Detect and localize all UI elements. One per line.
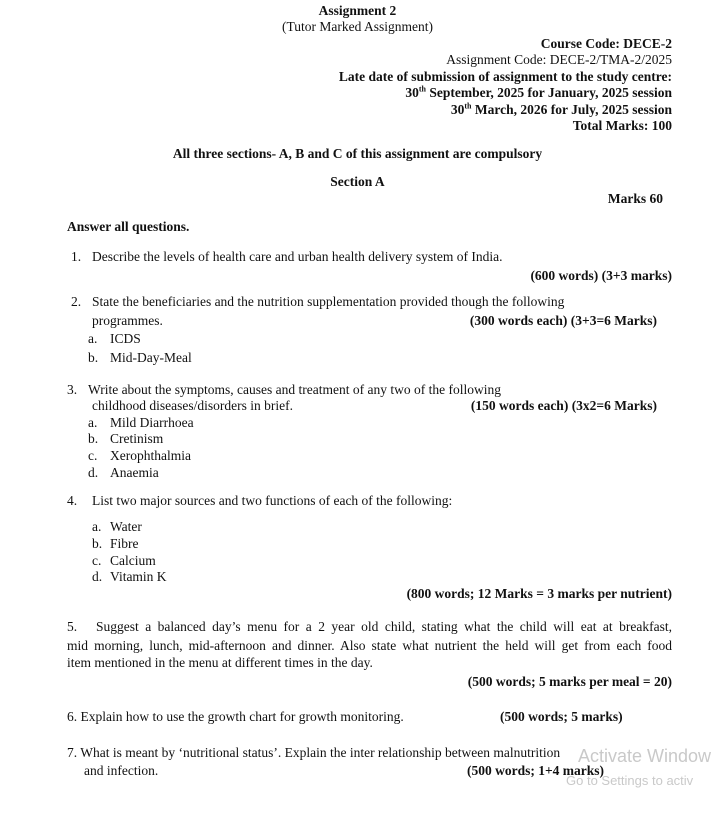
compulsory-instruction: All three sections- A, B and C of this assignment are compulsory: [172, 146, 543, 161]
question-5-text-line1: Suggest a balanced day’s menu for a 2 year old child, stating what the child will eat at breakfast,: [96, 619, 672, 634]
question-5-number: 5.: [67, 619, 78, 634]
question-4-number: 4.: [67, 493, 78, 508]
question-2-text-line1: State the beneficiaries and the nutrition supplementation provided though the following: [92, 294, 565, 309]
section-marks: Marks 60: [607, 191, 663, 206]
question-2-number: 2.: [71, 294, 82, 309]
question-4-marks: (800 words; 12 Marks = 3 marks per nutrient): [406, 586, 672, 601]
question-4-text: List two major sources and two functions of each of the following:: [92, 493, 453, 508]
question-2-text-line2: programmes.: [92, 313, 163, 328]
assignment-title: Assignment 2: [318, 3, 397, 18]
submission-date-january: 30th September, 2025 for January, 2025 session: [405, 84, 672, 100]
question-3-text-line2: childhood diseases/disorders in brief.: [92, 398, 293, 413]
question-3-option-b: b. Cretinism: [88, 431, 164, 446]
question-4-option-d: d. Vitamin K: [92, 569, 167, 584]
activate-windows-watermark: Activate Window: [578, 746, 712, 766]
question-7-marks: (500 words; 1+4 marks): [467, 763, 605, 778]
question-3-option-c: c. Xerophthalmia: [88, 448, 191, 463]
question-7-text-line2: and infection.: [84, 763, 159, 778]
question-5-text-line2: mid morning, lunch, mid-afternoon and dinner. Also state what nutrient the held will get from each food: [67, 638, 672, 653]
question-3-marks: (150 words each) (3x2=6 Marks): [470, 398, 657, 413]
assignment-code: Assignment Code: DECE-2/TMA-2/2025: [446, 52, 672, 67]
question-3-number: 3.: [67, 382, 78, 397]
question-7-text-line1: 7. What is meant by ‘nutritional status’. Explain the inter relationship between malnutrition: [67, 745, 561, 760]
question-3-text-line1: Write about the symptoms, causes and treatment of any two of the following: [88, 382, 501, 397]
question-6-marks: (500 words; 5 marks): [500, 709, 623, 724]
question-4-option-a: a. Water: [92, 519, 142, 534]
question-3-option-a: a. Mild Diarrhoea: [88, 415, 194, 430]
question-1-marks: (600 words) (3+3 marks): [530, 268, 672, 283]
question-5-marks: (500 words; 5 marks per meal = 20): [467, 674, 672, 689]
question-2-option-b: b. Mid-Day-Meal: [88, 350, 192, 365]
course-code: Course Code: DECE-2: [540, 36, 672, 51]
question-3-option-d: d. Anaemia: [88, 465, 159, 480]
question-2-option-a: a. ICDS: [88, 331, 141, 346]
submission-date-july: 30th March, 2026 for July, 2025 session: [450, 101, 672, 117]
question-4-option-c: c. Calcium: [92, 553, 156, 568]
late-date-label: Late date of submission of assignment to the study centre:: [338, 69, 672, 84]
question-2-marks: (300 words each) (3+3=6 Marks): [469, 313, 657, 328]
question-4-option-b: b. Fibre: [92, 536, 139, 551]
question-1-number: 1.: [71, 249, 82, 264]
activate-windows-hint: Go to Settings to activ: [566, 773, 694, 788]
section-title: Section A: [330, 174, 385, 189]
assignment-subtitle: (Tutor Marked Assignment): [282, 19, 433, 34]
question-6-text: 6. Explain how to use the growth chart for growth monitoring.: [67, 709, 404, 724]
total-marks: Total Marks: 100: [572, 118, 672, 133]
answer-all-instruction: Answer all questions.: [67, 219, 190, 234]
question-5-text-line3: item mentioned in the menu at different times in the day.: [67, 655, 373, 670]
question-1-text: Describe the levels of health care and urban health delivery system of India.: [92, 249, 503, 264]
